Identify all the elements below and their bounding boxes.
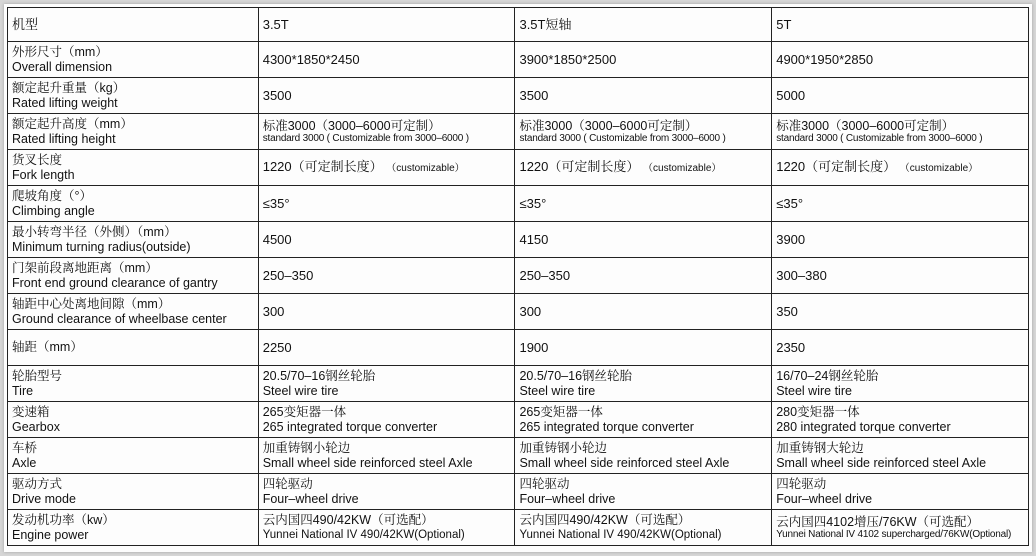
row-label (8, 78, 259, 114)
value-text-cn: 标准3000（3000–6000可定制） (776, 119, 955, 133)
value-text-en: Steel wire tire (262, 383, 339, 398)
row-label (8, 510, 259, 546)
row-label-cn: 额定起升重量（kg） (12, 80, 126, 95)
value-cell (772, 366, 1029, 402)
value-cell (772, 510, 1029, 546)
value-text: 2250 (262, 340, 292, 355)
value-cell (515, 438, 772, 474)
value-text-cn: 20.5/70–16钢丝轮胎 (519, 368, 633, 383)
value-text: 2350 (776, 340, 806, 355)
row-label-en: Engine power (12, 527, 89, 542)
value-cell (258, 330, 515, 366)
value-cell (515, 186, 772, 222)
header-cell-3-5t-short: 3.5T短轴 (515, 8, 772, 42)
row-label (8, 330, 259, 366)
value-cell (258, 366, 515, 402)
row-label-en: Rated lifting weight (12, 95, 118, 110)
header-cell-model: 机型 (8, 8, 259, 42)
table-row (8, 114, 1029, 150)
value-cell (515, 78, 772, 114)
value-cell (515, 366, 772, 402)
value-text: ≤35° (776, 196, 804, 211)
row-label (8, 258, 259, 294)
value-cell (258, 78, 515, 114)
row-label-cn: 额定起升高度（mm） (12, 116, 133, 131)
value-cell (772, 402, 1029, 438)
value-text-en: Yunnei National IV 4102 supercharged/76KW(Optional) (776, 529, 1012, 540)
value-text-en: Steel wire tire (519, 383, 596, 398)
table-row (8, 150, 1029, 186)
row-label (8, 438, 259, 474)
value-text-cn: 云内国四4102增压/76KW（可选配） (776, 515, 980, 529)
table-row (8, 330, 1029, 366)
value-text-en: 280 integrated torque converter (776, 419, 951, 434)
value-cell (772, 222, 1029, 258)
row-label (8, 474, 259, 510)
row-label-cn: 门架前段离地距离（mm） (12, 260, 158, 275)
value-text-cn: 280变矩器一体 (776, 404, 860, 419)
value-text-en: Four–wheel drive (519, 491, 616, 506)
value-text-cn: 1220（可定制长度） (519, 159, 640, 174)
value-cell (258, 258, 515, 294)
row-label-cn: 轴距（mm） (12, 340, 83, 354)
value-text-en: Four–wheel drive (262, 491, 359, 506)
value-text-cn: 加重铸钢大轮边 (776, 440, 864, 455)
table-row (8, 510, 1029, 546)
value-cell (258, 438, 515, 474)
value-text-cn: 16/70–24钢丝轮胎 (776, 368, 879, 383)
value-cell (772, 258, 1029, 294)
row-label (8, 114, 259, 150)
value-text-en: Small wheel side reinforced steel Axle (262, 455, 473, 470)
header-cell-5t: 5T (772, 8, 1029, 42)
value-cell (772, 114, 1029, 150)
row-label-en: Fork length (12, 167, 75, 182)
value-text: 4900*1950*2850 (776, 52, 874, 67)
value-cell (515, 42, 772, 78)
value-cell (515, 222, 772, 258)
value-cell (515, 294, 772, 330)
table-row (8, 78, 1029, 114)
row-label (8, 222, 259, 258)
value-text: 350 (776, 304, 798, 319)
value-text: 3900 (776, 232, 806, 247)
row-label (8, 402, 259, 438)
value-text: 1900 (519, 340, 549, 355)
row-label-cn: 发动机功率（kw） (12, 512, 115, 527)
value-text: 300 (262, 304, 285, 319)
row-label-cn: 轮胎型号 (12, 368, 63, 383)
row-label-en: Front end ground clearance of gantry (12, 275, 218, 290)
value-text-en: Yunnei National IV 490/42KW(Optional) (262, 528, 465, 541)
table-row (8, 402, 1029, 438)
value-text-cn: 标准3000（3000–6000可定制） (262, 119, 441, 133)
value-text-cn: 云内国四490/42KW（可选配） (262, 512, 434, 527)
row-label-cn: 变速箱 (12, 404, 50, 419)
value-text-en: standard 3000 ( Customizable from 3000–6000 ) (262, 133, 469, 144)
value-text-en: Small wheel side reinforced steel Axle (519, 455, 730, 470)
table-row (8, 294, 1029, 330)
value-cell (772, 294, 1029, 330)
value-text-cn: 加重铸钢小轮边 (519, 440, 607, 455)
table-row (8, 438, 1029, 474)
value-text-cn: 云内国四490/42KW（可选配） (519, 512, 691, 527)
value-text-en: Small wheel side reinforced steel Axle (776, 455, 987, 470)
row-label (8, 150, 259, 186)
row-label-cn: 货叉长度 (12, 152, 63, 167)
value-text: 300–380 (776, 268, 827, 283)
value-text: 3900*1850*2500 (519, 52, 617, 67)
value-text-cn: 20.5/70–16钢丝轮胎 (262, 368, 376, 383)
value-text: 5000 (776, 88, 806, 103)
value-text-en: （customizable） (643, 163, 722, 174)
value-cell (515, 402, 772, 438)
value-cell (515, 510, 772, 546)
row-label (8, 366, 259, 402)
value-text-en: standard 3000 ( Customizable from 3000–6000 ) (519, 133, 726, 144)
value-text: 4150 (519, 232, 549, 247)
value-text-en: Steel wire tire (776, 383, 852, 398)
value-cell (258, 510, 515, 546)
value-cell (258, 186, 515, 222)
value-cell (772, 42, 1029, 78)
value-text-cn: 加重铸钢小轮边 (262, 440, 351, 455)
table-row (8, 42, 1029, 78)
table-row (8, 186, 1029, 222)
spec-table (7, 7, 1029, 546)
row-label-en: Ground clearance of wheelbase center (12, 311, 227, 326)
value-text-cn: 四轮驱动 (262, 476, 313, 491)
value-cell (258, 114, 515, 150)
value-cell (258, 222, 515, 258)
value-text: 4500 (262, 232, 292, 247)
value-text: 3500 (519, 88, 549, 103)
row-label-en: Axle (12, 455, 37, 470)
value-text: ≤35° (519, 196, 547, 211)
value-text-cn: 265变矩器一体 (519, 404, 603, 419)
value-text-en: standard 3000 ( Customizable from 3000–6000 ) (776, 133, 983, 144)
header-cell-3-5t: 3.5T (258, 8, 515, 42)
value-cell (258, 474, 515, 510)
row-label (8, 42, 259, 78)
spec-sheet (4, 4, 1032, 552)
value-text: 300 (519, 304, 542, 319)
table-row (8, 474, 1029, 510)
value-cell (772, 150, 1029, 186)
value-text-cn: 标准3000（3000–6000可定制） (519, 119, 698, 133)
value-text-cn: 四轮驱动 (519, 476, 570, 491)
value-text-en: Yunnei National IV 490/42KW(Optional) (519, 528, 722, 541)
value-text-cn: 265变矩器一体 (262, 404, 347, 419)
value-text-en: （customizable） (899, 163, 979, 174)
row-label-en: Climbing angle (12, 203, 95, 218)
value-text-en: （customizable） (386, 163, 465, 174)
table-row (8, 258, 1029, 294)
value-text-en: 265 integrated torque converter (519, 419, 694, 434)
row-label-en: Minimum turning radius(outside) (12, 239, 191, 254)
value-cell (515, 474, 772, 510)
value-text-en: 265 integrated torque converter (262, 419, 438, 434)
row-label-cn: 爬坡角度（°） (12, 188, 92, 203)
value-cell (772, 186, 1029, 222)
row-label (8, 294, 259, 330)
value-cell (772, 78, 1029, 114)
table-header-row (8, 8, 1029, 42)
value-cell (772, 474, 1029, 510)
value-text-cn: 1220（可定制长度） (776, 159, 897, 174)
value-text-en: Four–wheel drive (776, 491, 873, 506)
value-text-cn: 1220（可定制长度） (262, 159, 383, 174)
value-text: 4300*1850*2450 (262, 52, 360, 67)
value-cell (258, 294, 515, 330)
value-text: 250–350 (519, 268, 571, 283)
row-label-en: Overall dimension (12, 59, 113, 74)
row-label-en: Rated lifting height (12, 131, 116, 146)
row-label-cn: 外形尺寸（mm） (12, 44, 108, 59)
row-label-cn: 最小转弯半径（外侧）（mm） (12, 224, 177, 239)
row-label-en: Drive mode (12, 491, 76, 506)
value-text: 3500 (262, 88, 292, 103)
row-label-cn: 驱动方式 (12, 476, 63, 491)
row-label-cn: 车桥 (12, 440, 38, 455)
value-cell (258, 42, 515, 78)
row-label-cn: 轴距中心处离地间隙（mm） (12, 296, 171, 311)
row-label (8, 186, 259, 222)
value-cell (258, 150, 515, 186)
row-label-en: Gearbox (12, 419, 60, 434)
table-row (8, 222, 1029, 258)
value-text-cn: 四轮驱动 (776, 476, 827, 491)
value-cell (258, 402, 515, 438)
value-cell (515, 330, 772, 366)
table-row (8, 366, 1029, 402)
row-label-en: Tire (12, 383, 34, 398)
value-text: ≤35° (262, 196, 290, 211)
value-cell (772, 330, 1029, 366)
value-cell (515, 150, 772, 186)
value-cell (515, 258, 772, 294)
value-cell (772, 438, 1029, 474)
value-cell (515, 114, 772, 150)
value-text: 250–350 (262, 268, 314, 283)
